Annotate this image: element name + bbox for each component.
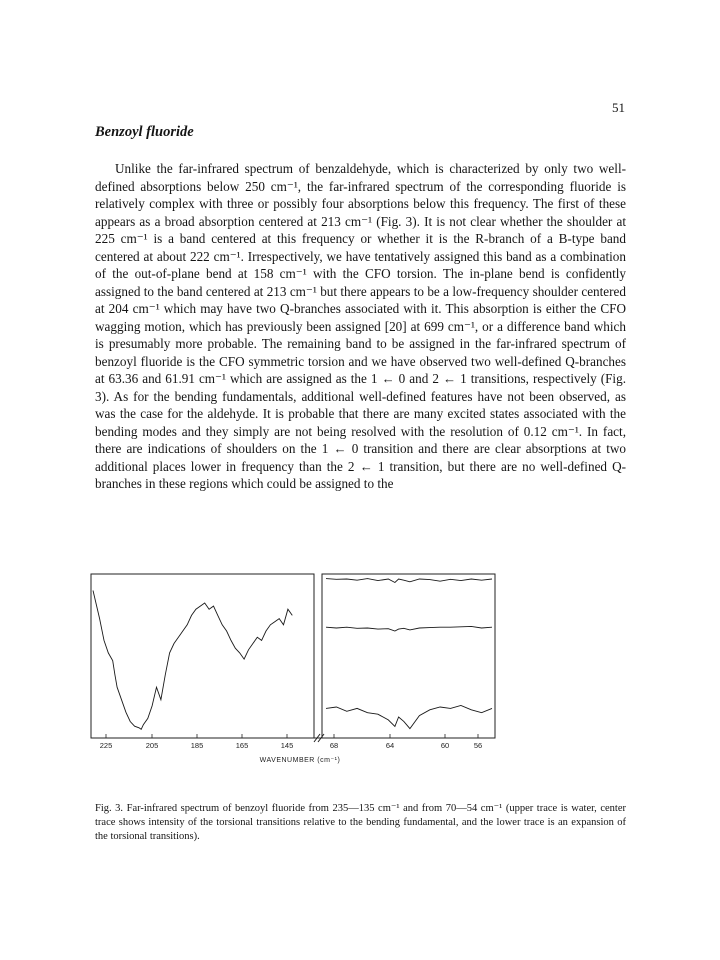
figure-caption xyxy=(95,802,626,844)
x-tick-label: 185 xyxy=(190,741,204,750)
caption-label: Fig. 3. xyxy=(95,803,124,814)
right-lower-trace xyxy=(326,706,492,729)
left-spectrum-trace xyxy=(93,591,292,730)
x-tick-label: 225 xyxy=(99,741,113,750)
x-tick-label: 205 xyxy=(145,741,159,750)
right-panel-frame xyxy=(322,574,495,738)
right-upper-trace xyxy=(326,579,492,583)
right-center-trace xyxy=(326,626,492,631)
x-axis-label: WAVENUMBER (cm⁻¹) xyxy=(259,757,341,764)
figure xyxy=(88,570,633,800)
caption-text: Far-infrared spectrum of benzoyl fluoride from 235—135 cm⁻¹ and from 70—54 cm⁻¹ (upper trace is water, center trace shows intensity of the torsional transitions relative to the bending fundamental, and the lower trace is an expansion of the torsional transitions). xyxy=(95,803,626,842)
x-tick-label: 60 xyxy=(440,741,450,750)
left-panel-frame xyxy=(91,574,314,738)
x-tick-label: 68 xyxy=(329,741,339,750)
spectrum-figure xyxy=(88,570,633,800)
x-tick-label: 56 xyxy=(473,741,483,750)
section-title: Benzoyl fluoride xyxy=(95,124,194,140)
body-paragraph: Unlike the far-infrared spectrum of benzaldehyde, which is characterized by only two well-defined absorptions below 250 cm⁻¹, the far-infrared spectrum of the corresponding fluoride is relatively complex with three or possibly four absorptions below this frequency. The first of these appears as a broad absorption centered at 213 cm⁻¹ (Fig. 3). It is not clear whether the shoulder at 225 cm⁻¹ is a band centered at this frequency or whether it is the R-branch of a B-type band centered at about 222 cm⁻¹. Irrespectively, we have tentatively assigned this band as a combination of the out-of-plane bend at 158 cm⁻¹ with the CFO torsion. The in-plane bend is confidently assigned to the band centered at 213 cm⁻¹ but there appears to be a low-frequency shoulder centered at 204 cm⁻¹ which may have two Q-branches associated with it. This absorption is either the CFO wagging motion, which has previously been assigned [20] at 699 cm⁻¹, or a difference band which is presumably more probable. The remaining band to be assigned in the far-infrared spectrum of benzoyl fluoride is the CFO symmetric torsion and we have observed two well-defined Q-branches at 63.36 and 61.91 cm⁻¹ which are assigned as the 1 ← 0 and 2 ← 1 transitions, respectively (Fig. 3). As for the bending fundamentals, additional well-defined features have not been observed, as was the case for the aldehyde. It is probable that there are many excited states associated with the bending modes and they simply are not being resolved with the resolution of 0.12 cm⁻¹. In fact, there are indications of shoulders on the 1 ← 0 transition and there are clear absorptions at two additional places lower in frequency than the 2 ← 1 transition, but there are no well-defined Q-branches in these regions which could be assigned to the xyxy=(95,161,626,491)
x-tick-label: 165 xyxy=(235,741,249,750)
x-tick-label: 64 xyxy=(385,741,395,750)
x-tick-label: 145 xyxy=(280,741,294,750)
page-number: 51 xyxy=(612,100,625,115)
